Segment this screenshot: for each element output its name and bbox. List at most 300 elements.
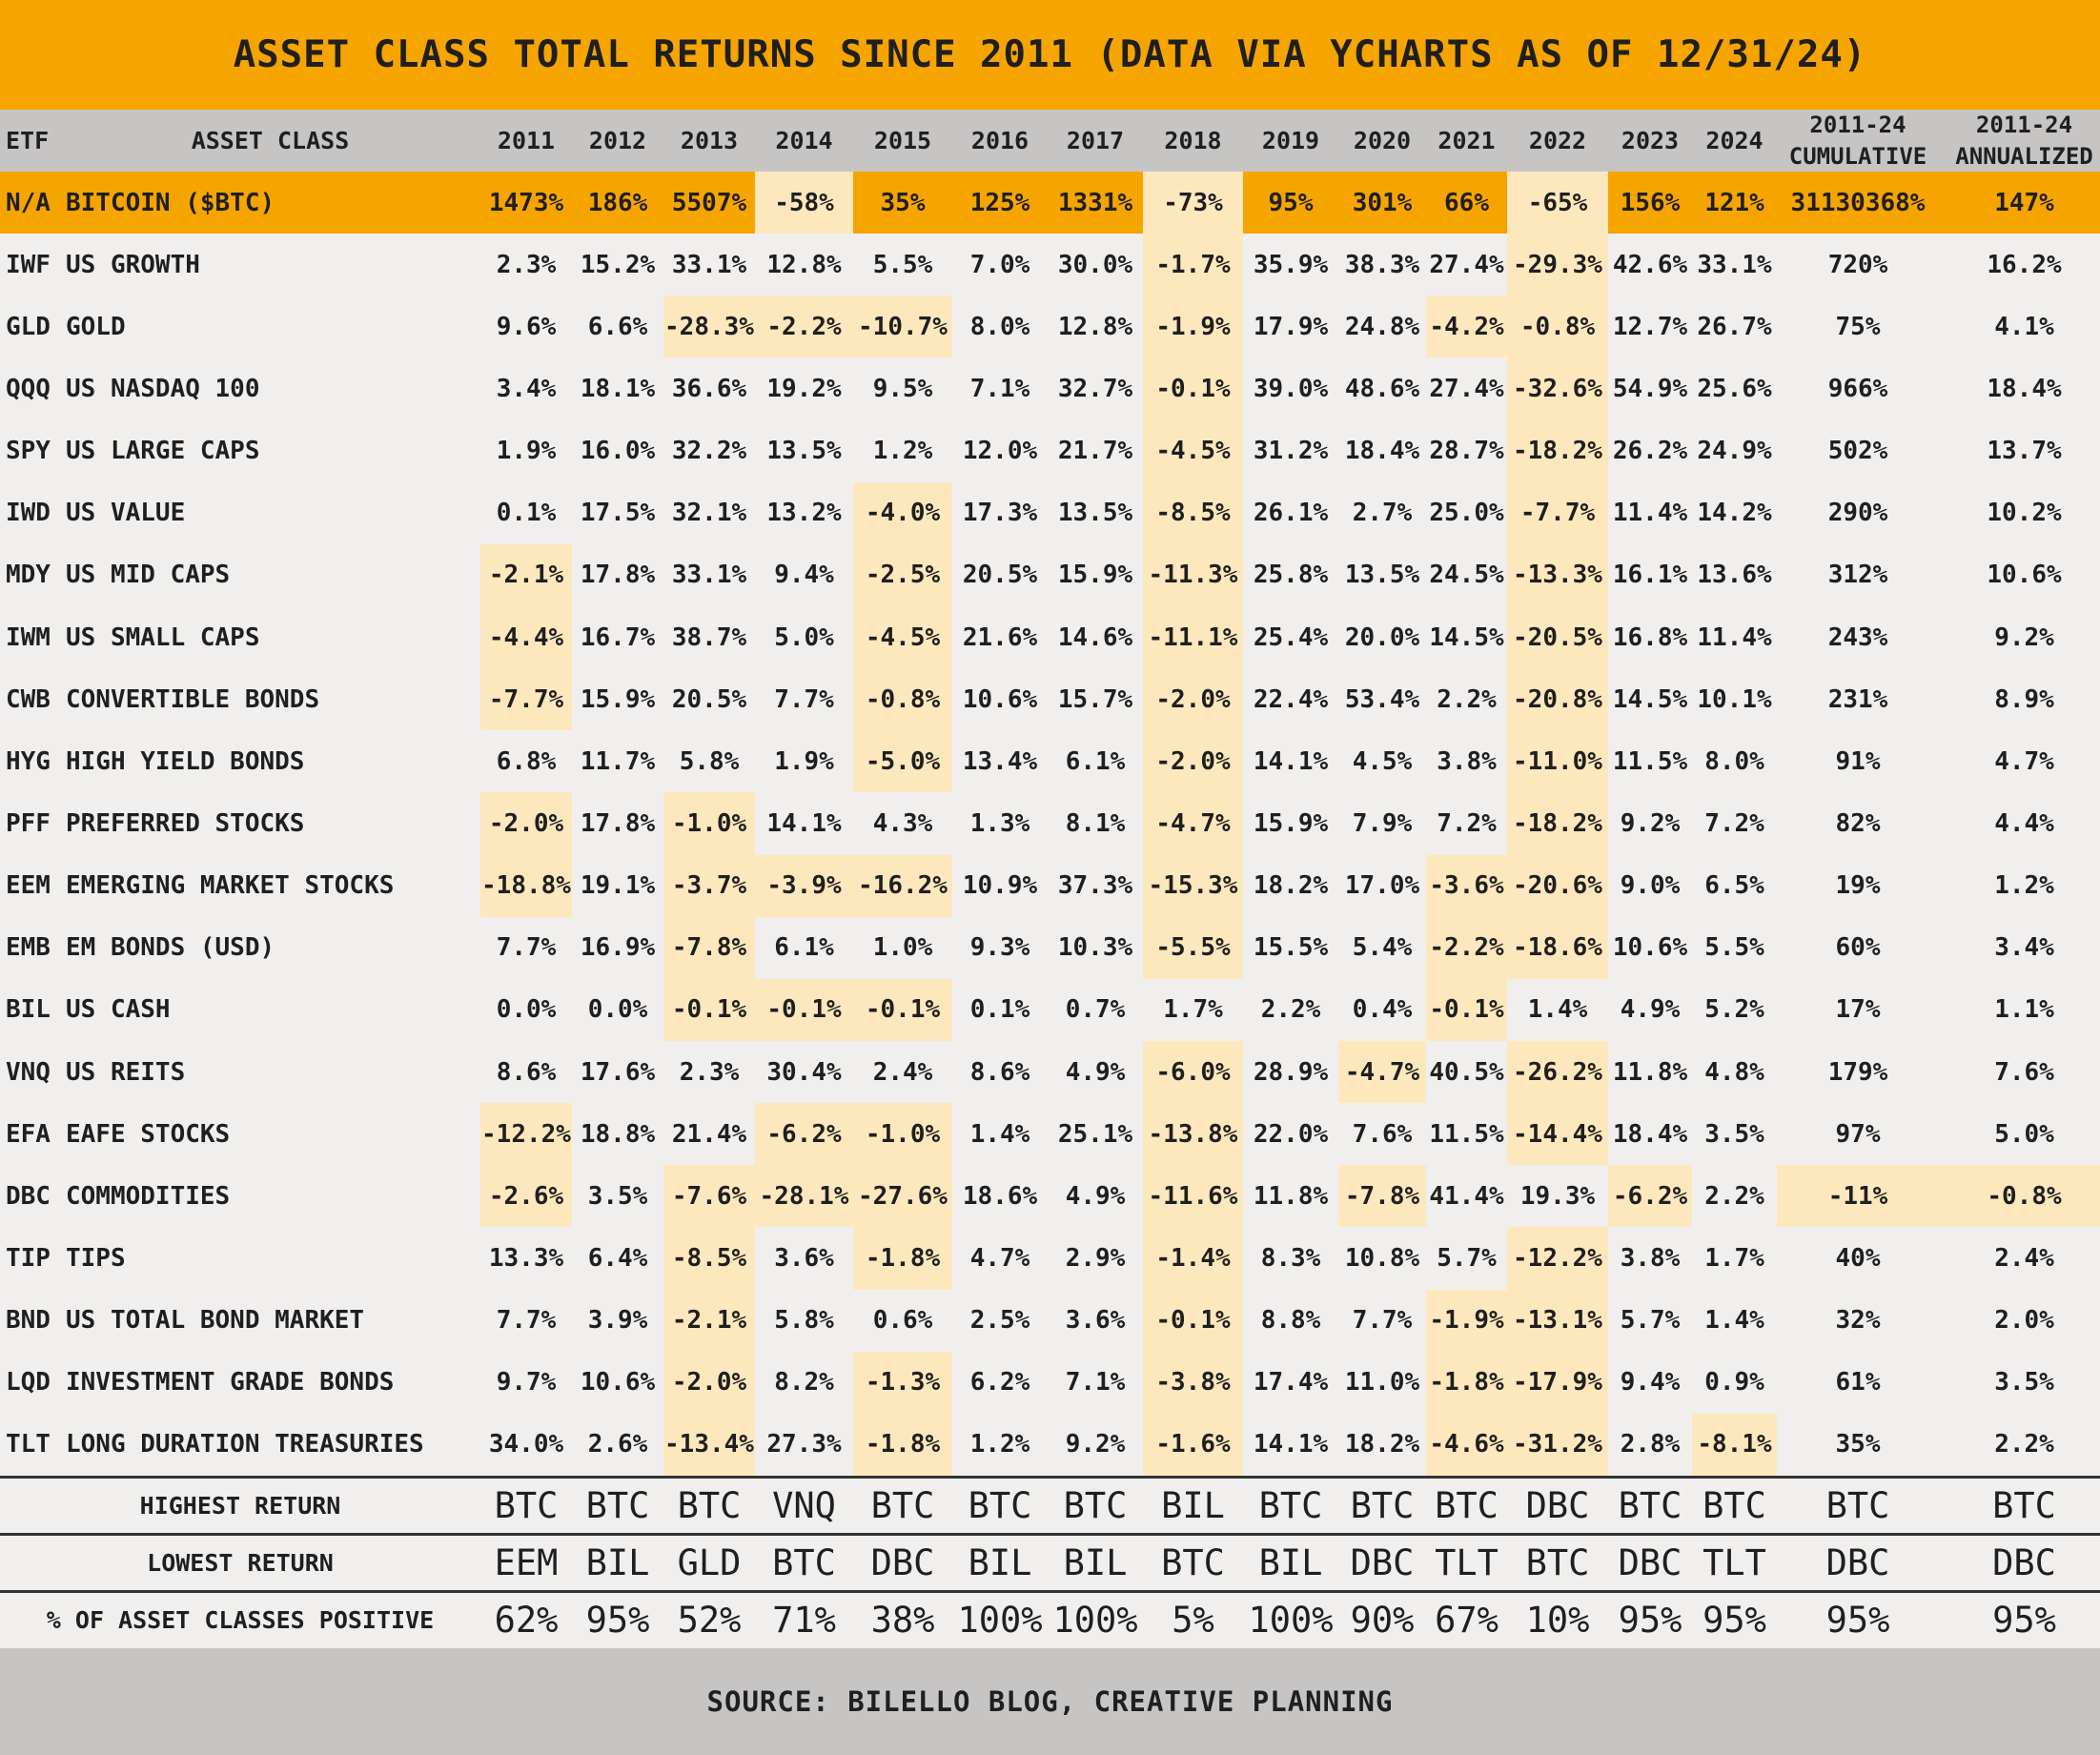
return-cell-iwd-2018: -8.5% xyxy=(1143,482,1243,544)
return-cell-bil-2024: 5.2% xyxy=(1704,995,1764,1025)
return-cell-mdy-2018: -11.3% xyxy=(1143,544,1243,606)
return-cell-efa-2016: 1.4% xyxy=(969,1119,1030,1149)
return-cell-na-2020: 301% xyxy=(1338,172,1426,234)
summary-lowest-return-9: BIL xyxy=(1243,1533,1338,1590)
row-name-bil: US CASH xyxy=(66,995,171,1025)
return-cell-bil-2022: 1.4% xyxy=(1527,995,1588,1025)
summary-of-asset-classes-positive-11: 67% xyxy=(1426,1590,1507,1647)
return-cell-na-2018: -73% xyxy=(1143,172,1243,234)
row-name-na: BITCOIN ($BTC) xyxy=(60,172,480,234)
summary-lowest-return-5: DBC xyxy=(853,1533,952,1590)
cumulative-cell-pff: 82% xyxy=(1835,808,1881,838)
annualized-cell-spy: 13.7% xyxy=(1987,437,2062,466)
return-cell-bnd-2016: 2.5% xyxy=(969,1306,1030,1336)
return-cell-tlt-2021: -4.6% xyxy=(1426,1414,1507,1476)
cumulative-cell-gld: 75% xyxy=(1835,312,1881,341)
return-cell-emb-2019: 15.5% xyxy=(1253,933,1329,963)
row-name-tip: TIPS xyxy=(66,1243,126,1273)
return-cell-bnd-2023: 5.7% xyxy=(1620,1306,1681,1336)
return-cell-tip-2017: 2.9% xyxy=(1065,1243,1126,1273)
return-cell-qqq-2016: 7.1% xyxy=(969,374,1030,403)
return-cell-emb-2011: 7.7% xyxy=(496,933,557,963)
return-cell-hyg-2024: 8.0% xyxy=(1704,746,1764,776)
row-etf-cwb: CWB xyxy=(6,684,51,714)
return-cell-eem-2021: -3.6% xyxy=(1426,855,1507,917)
cumulative-cell-spy: 502% xyxy=(1827,437,1888,466)
return-cell-efa-2022: -14.4% xyxy=(1507,1103,1608,1165)
header-year-2012: 2012 xyxy=(572,110,663,172)
cumulative-cell-bnd: 32% xyxy=(1835,1306,1881,1336)
return-cell-eem-2013: -3.7% xyxy=(663,855,755,917)
cumulative-cell-bil: 17% xyxy=(1835,995,1881,1025)
return-cell-iwf-2022: -29.3% xyxy=(1507,234,1608,296)
return-cell-bil-2020: 0.4% xyxy=(1352,995,1413,1025)
return-cell-bnd-2018: -0.1% xyxy=(1143,1290,1243,1352)
return-cell-pff-2021: 7.2% xyxy=(1437,808,1497,838)
return-cell-hyg-2021: 3.8% xyxy=(1437,746,1497,776)
return-cell-iwm-2017: 14.6% xyxy=(1057,622,1133,652)
return-cell-bil-2016: 0.1% xyxy=(969,995,1030,1025)
return-cell-eem-2018: -15.3% xyxy=(1143,855,1243,917)
summary-of-asset-classes-positive-2: 95% xyxy=(572,1590,663,1647)
return-cell-tlt-2015: -1.8% xyxy=(853,1414,952,1476)
return-cell-mdy-2011: -2.1% xyxy=(480,544,572,606)
return-cell-iwf-2015: 5.5% xyxy=(872,250,933,279)
return-cell-tip-2020: 10.8% xyxy=(1344,1243,1420,1273)
header-cumulative xyxy=(1777,110,1939,172)
return-cell-na-2014: -58% xyxy=(755,172,853,234)
return-cell-mdy-2014: 9.4% xyxy=(774,561,834,590)
annualized-cell-pff: 4.4% xyxy=(1994,808,2054,838)
row-name-hyg: HIGH YIELD BONDS xyxy=(66,746,305,776)
return-cell-eem-2019: 18.2% xyxy=(1253,871,1329,901)
return-cell-vnq-2020: -4.7% xyxy=(1338,1041,1426,1103)
return-cell-spy-2013: 32.2% xyxy=(671,437,747,466)
return-cell-iwd-2023: 11.4% xyxy=(1612,499,1688,528)
return-cell-eem-2016: 10.9% xyxy=(962,871,1038,901)
return-cell-emb-2020: 5.4% xyxy=(1352,933,1413,963)
return-cell-pff-2013: -1.0% xyxy=(663,792,755,854)
annualized-cell-lqd: 3.5% xyxy=(1994,1368,2054,1398)
row-name-iwm: US SMALL CAPS xyxy=(66,622,260,652)
return-cell-hyg-2011: 6.8% xyxy=(496,746,557,776)
return-cell-iwd-2013: 32.1% xyxy=(671,499,747,528)
return-cell-iwm-2023: 16.8% xyxy=(1612,622,1688,652)
return-cell-spy-2015: 1.2% xyxy=(872,437,933,466)
summary-of-asset-classes-positive-4: 71% xyxy=(755,1590,853,1647)
return-cell-tip-2024: 1.7% xyxy=(1704,1243,1764,1273)
return-cell-cwb-2021: 2.2% xyxy=(1437,684,1497,714)
cumulative-cell-dbc: -11% xyxy=(1777,1165,1939,1227)
return-cell-qqq-2020: 48.6% xyxy=(1344,374,1420,403)
annualized-cell-emb: 3.4% xyxy=(1994,933,2054,963)
return-cell-iwd-2017: 13.5% xyxy=(1057,499,1133,528)
return-cell-emb-2017: 10.3% xyxy=(1057,933,1133,963)
return-cell-tlt-2012: 2.6% xyxy=(587,1430,648,1459)
return-cell-tlt-2022: -31.2% xyxy=(1507,1414,1608,1476)
return-cell-dbc-2021: 41.4% xyxy=(1429,1181,1504,1211)
summary-of-asset-classes-positive-16: 95% xyxy=(1939,1590,2100,1647)
cumulative-cell-na: 31130368% xyxy=(1777,172,1939,234)
return-cell-gld-2014: -2.2% xyxy=(755,296,853,357)
return-cell-dbc-2012: 3.5% xyxy=(587,1181,648,1211)
return-cell-eem-2011: -18.8% xyxy=(480,855,572,917)
return-cell-na-2022: -65% xyxy=(1507,172,1608,234)
return-cell-iwd-2011: 0.1% xyxy=(496,499,557,528)
header-year-2016: 2016 xyxy=(952,110,1048,172)
return-cell-efa-2015: -1.0% xyxy=(853,1103,952,1165)
summary-highest-return-13: BTC xyxy=(1608,1476,1692,1533)
header-annualized-line-2: ANNUALIZED xyxy=(1955,142,2093,170)
return-cell-mdy-2017: 15.9% xyxy=(1057,561,1133,590)
return-cell-vnq-2019: 28.9% xyxy=(1253,1057,1329,1087)
return-cell-bil-2018: 1.7% xyxy=(1163,995,1223,1025)
row-name-iwd: US VALUE xyxy=(66,499,186,528)
return-cell-gld-2016: 8.0% xyxy=(969,312,1030,341)
return-cell-iwf-2018: -1.7% xyxy=(1143,234,1243,296)
summary-lowest-return-12: BTC xyxy=(1507,1533,1608,1590)
summary-lowest-return-3: GLD xyxy=(663,1533,755,1590)
return-cell-iwd-2019: 26.1% xyxy=(1253,499,1329,528)
return-cell-hyg-2014: 1.9% xyxy=(774,746,834,776)
source-bar xyxy=(0,1648,2100,1755)
header-year-2015: 2015 xyxy=(853,110,952,172)
row-etf-spy: SPY xyxy=(6,437,51,466)
return-cell-eem-2023: 9.0% xyxy=(1620,871,1681,901)
return-cell-gld-2021: -4.2% xyxy=(1426,296,1507,357)
return-cell-eem-2022: -20.6% xyxy=(1507,855,1608,917)
return-cell-lqd-2022: -17.9% xyxy=(1507,1352,1608,1414)
summary-of-asset-classes-positive-1: 62% xyxy=(480,1590,572,1647)
return-cell-tlt-2024: -8.1% xyxy=(1692,1414,1777,1476)
row-name-bnd: US TOTAL BOND MARKET xyxy=(66,1306,365,1336)
return-cell-lqd-2016: 6.2% xyxy=(969,1368,1030,1398)
return-cell-iwm-2024: 11.4% xyxy=(1697,622,1772,652)
return-cell-mdy-2013: 33.1% xyxy=(671,561,747,590)
return-cell-dbc-2020: -7.8% xyxy=(1338,1165,1426,1227)
return-cell-hyg-2012: 11.7% xyxy=(580,746,656,776)
return-cell-pff-2016: 1.3% xyxy=(969,808,1030,838)
return-cell-mdy-2024: 13.6% xyxy=(1697,561,1772,590)
return-cell-mdy-2022: -13.3% xyxy=(1507,544,1608,606)
return-cell-pff-2023: 9.2% xyxy=(1620,808,1681,838)
row-etf-mdy: MDY xyxy=(6,561,51,590)
summary-lowest-return-13: DBC xyxy=(1608,1533,1692,1590)
return-cell-vnq-2021: 40.5% xyxy=(1429,1057,1504,1087)
return-cell-qqq-2017: 32.7% xyxy=(1057,374,1133,403)
row-etf-pff: PFF xyxy=(6,808,51,838)
return-cell-efa-2018: -13.8% xyxy=(1143,1103,1243,1165)
summary-highest-return-4: VNQ xyxy=(755,1476,853,1533)
return-cell-iwd-2021: 25.0% xyxy=(1429,499,1504,528)
return-cell-vnq-2017: 4.9% xyxy=(1065,1057,1126,1087)
summary-highest-return-6: BTC xyxy=(952,1476,1048,1533)
return-cell-emb-2018: -5.5% xyxy=(1143,917,1243,979)
return-cell-iwf-2020: 38.3% xyxy=(1344,250,1420,279)
cumulative-cell-emb: 60% xyxy=(1835,933,1881,963)
annualized-cell-bnd: 2.0% xyxy=(1994,1306,2054,1336)
return-cell-iwd-2022: -7.7% xyxy=(1507,482,1608,544)
return-cell-vnq-2023: 11.8% xyxy=(1612,1057,1688,1087)
return-cell-qqq-2023: 54.9% xyxy=(1612,374,1688,403)
return-cell-efa-2014: -6.2% xyxy=(755,1103,853,1165)
row-name-eem: EMERGING MARKET STOCKS xyxy=(66,871,395,901)
row-name-tlt: LONG DURATION TREASURIES xyxy=(66,1430,424,1459)
return-cell-vnq-2022: -26.2% xyxy=(1507,1041,1608,1103)
return-cell-iwm-2012: 16.7% xyxy=(580,622,656,652)
return-cell-cwb-2023: 14.5% xyxy=(1612,684,1688,714)
return-cell-iwm-2020: 20.0% xyxy=(1344,622,1420,652)
return-cell-mdy-2023: 16.1% xyxy=(1612,561,1688,590)
return-cell-pff-2017: 8.1% xyxy=(1065,808,1126,838)
row-etf-emb: EMB xyxy=(6,933,51,963)
return-cell-vnq-2013: 2.3% xyxy=(679,1057,740,1087)
summary-lowest-return-10: DBC xyxy=(1338,1533,1426,1590)
return-cell-pff-2015: 4.3% xyxy=(872,808,933,838)
row-name-gld: GOLD xyxy=(66,312,126,341)
row-name-qqq: US NASDAQ 100 xyxy=(66,374,260,403)
header-annualized-line-1: 2011-24 xyxy=(1975,111,2073,138)
return-cell-lqd-2021: -1.8% xyxy=(1426,1352,1507,1414)
summary-of-asset-classes-positive-9: 100% xyxy=(1243,1590,1338,1647)
return-cell-cwb-2015: -0.8% xyxy=(853,668,952,730)
cumulative-cell-hyg: 91% xyxy=(1835,746,1881,776)
row-etf-lqd: LQD xyxy=(6,1368,51,1398)
return-cell-cwb-2011: -7.7% xyxy=(480,668,572,730)
cumulative-cell-efa: 97% xyxy=(1835,1119,1881,1149)
return-cell-bil-2015: -0.1% xyxy=(853,979,952,1041)
return-cell-gld-2024: 26.7% xyxy=(1697,312,1772,341)
return-cell-iwf-2013: 33.1% xyxy=(671,250,747,279)
summary-of-asset-classes-positive-8: 5% xyxy=(1143,1590,1243,1647)
return-cell-cwb-2020: 53.4% xyxy=(1344,684,1420,714)
cumulative-cell-iwd: 290% xyxy=(1827,499,1888,528)
summary-label-of-asset-classes-positive: % OF ASSET CLASSES POSITIVE xyxy=(0,1590,480,1647)
return-cell-emb-2021: -2.2% xyxy=(1426,917,1507,979)
cumulative-cell-qqq: 966% xyxy=(1827,374,1888,403)
annualized-cell-tip: 2.4% xyxy=(1994,1243,2054,1273)
return-cell-bnd-2015: 0.6% xyxy=(872,1306,933,1336)
cumulative-cell-iwm: 243% xyxy=(1827,622,1888,652)
summary-highest-return-12: DBC xyxy=(1507,1476,1608,1533)
return-cell-spy-2019: 31.2% xyxy=(1253,437,1329,466)
return-cell-mdy-2020: 13.5% xyxy=(1344,561,1420,590)
return-cell-lqd-2018: -3.8% xyxy=(1143,1352,1243,1414)
return-cell-dbc-2024: 2.2% xyxy=(1704,1181,1764,1211)
return-cell-tip-2012: 6.4% xyxy=(587,1243,648,1273)
return-cell-hyg-2016: 13.4% xyxy=(962,746,1038,776)
return-cell-tip-2015: -1.8% xyxy=(853,1227,952,1289)
return-cell-na-2011: 1473% xyxy=(480,172,572,234)
row-name-dbc: COMMODITIES xyxy=(66,1181,231,1211)
return-cell-bnd-2022: -13.1% xyxy=(1507,1290,1608,1352)
return-cell-bil-2014: -0.1% xyxy=(755,979,853,1041)
row-etf-tlt: TLT xyxy=(6,1430,51,1459)
return-cell-hyg-2023: 11.5% xyxy=(1612,746,1688,776)
annualized-cell-dbc: -0.8% xyxy=(1939,1165,2100,1227)
return-cell-iwm-2013: 38.7% xyxy=(671,622,747,652)
return-cell-bnd-2024: 1.4% xyxy=(1704,1306,1764,1336)
return-cell-qqq-2019: 39.0% xyxy=(1253,374,1329,403)
return-cell-cwb-2019: 22.4% xyxy=(1253,684,1329,714)
return-cell-qqq-2012: 18.1% xyxy=(580,374,656,403)
summary-label-highest-return: HIGHEST RETURN xyxy=(0,1476,480,1533)
header-year-2023: 2023 xyxy=(1608,110,1692,172)
return-cell-gld-2018: -1.9% xyxy=(1143,296,1243,357)
return-cell-vnq-2015: 2.4% xyxy=(872,1057,933,1087)
return-cell-hyg-2015: -5.0% xyxy=(853,730,952,792)
return-cell-bnd-2019: 8.8% xyxy=(1260,1306,1321,1336)
row-name-mdy: US MID CAPS xyxy=(66,561,231,590)
summary-lowest-return-14: TLT xyxy=(1692,1533,1777,1590)
summary-highest-return-8: BIL xyxy=(1143,1476,1243,1533)
return-cell-tlt-2017: 9.2% xyxy=(1065,1430,1126,1459)
return-cell-bil-2012: 0.0% xyxy=(587,995,648,1025)
row-name-emb: EM BONDS (USD) xyxy=(66,933,275,963)
return-cell-mdy-2016: 20.5% xyxy=(962,561,1038,590)
row-etf-hyg: HYG xyxy=(6,746,51,776)
return-cell-gld-2023: 12.7% xyxy=(1612,312,1688,341)
return-cell-bil-2013: -0.1% xyxy=(663,979,755,1041)
return-cell-iwm-2019: 25.4% xyxy=(1253,622,1329,652)
return-cell-lqd-2013: -2.0% xyxy=(663,1352,755,1414)
return-cell-iwf-2017: 30.0% xyxy=(1057,250,1133,279)
return-cell-vnq-2024: 4.8% xyxy=(1704,1057,1764,1087)
return-cell-iwm-2022: -20.5% xyxy=(1507,606,1608,668)
return-cell-vnq-2012: 17.6% xyxy=(580,1057,656,1087)
return-cell-lqd-2012: 10.6% xyxy=(580,1368,656,1398)
return-cell-iwm-2011: -4.4% xyxy=(480,606,572,668)
summary-highest-return-2: BTC xyxy=(572,1476,663,1533)
cumulative-cell-tlt: 35% xyxy=(1835,1430,1881,1459)
return-cell-gld-2022: -0.8% xyxy=(1507,296,1608,357)
return-cell-iwm-2018: -11.1% xyxy=(1143,606,1243,668)
summary-highest-return-9: BTC xyxy=(1243,1476,1338,1533)
return-cell-na-2019: 95% xyxy=(1243,172,1338,234)
return-cell-mdy-2015: -2.5% xyxy=(853,544,952,606)
cumulative-cell-tip: 40% xyxy=(1835,1243,1881,1273)
summary-label-lowest-return: LOWEST RETURN xyxy=(0,1533,480,1590)
return-cell-dbc-2013: -7.6% xyxy=(663,1165,755,1227)
summary-highest-return-1: BTC xyxy=(480,1476,572,1533)
return-cell-pff-2011: -2.0% xyxy=(480,792,572,854)
return-cell-iwf-2023: 42.6% xyxy=(1612,250,1688,279)
return-cell-iwd-2024: 14.2% xyxy=(1697,499,1772,528)
summary-highest-return-11: BTC xyxy=(1426,1476,1507,1533)
return-cell-bnd-2012: 3.9% xyxy=(587,1306,648,1336)
return-cell-cwb-2018: -2.0% xyxy=(1143,668,1243,730)
return-cell-tip-2011: 13.3% xyxy=(488,1243,564,1273)
summary-lowest-return-4: BTC xyxy=(755,1533,853,1590)
return-cell-pff-2014: 14.1% xyxy=(766,808,842,838)
row-name-spy: US LARGE CAPS xyxy=(66,437,260,466)
row-name-pff: PREFERRED STOCKS xyxy=(66,808,305,838)
header-year-2013: 2013 xyxy=(663,110,755,172)
return-cell-pff-2024: 7.2% xyxy=(1704,808,1764,838)
return-cell-tip-2023: 3.8% xyxy=(1620,1243,1681,1273)
return-cell-efa-2013: 21.4% xyxy=(671,1119,747,1149)
row-name-efa: EAFE STOCKS xyxy=(66,1119,231,1149)
return-cell-tlt-2016: 1.2% xyxy=(969,1430,1030,1459)
return-cell-tlt-2023: 2.8% xyxy=(1620,1430,1681,1459)
return-cell-tlt-2020: 18.2% xyxy=(1344,1430,1420,1459)
return-cell-dbc-2018: -11.6% xyxy=(1143,1165,1243,1227)
return-cell-gld-2020: 24.8% xyxy=(1344,312,1420,341)
annualized-cell-bil: 1.1% xyxy=(1994,995,2054,1025)
return-cell-bnd-2017: 3.6% xyxy=(1065,1306,1126,1336)
return-cell-iwf-2019: 35.9% xyxy=(1253,250,1329,279)
annualized-cell-cwb: 8.9% xyxy=(1994,684,2054,714)
return-cell-iwd-2020: 2.7% xyxy=(1352,499,1413,528)
return-cell-tlt-2014: 27.3% xyxy=(766,1430,842,1459)
return-cell-efa-2024: 3.5% xyxy=(1704,1119,1764,1149)
return-cell-tlt-2019: 14.1% xyxy=(1253,1430,1329,1459)
return-cell-eem-2015: -16.2% xyxy=(853,855,952,917)
annualized-cell-qqq: 18.4% xyxy=(1987,374,2062,403)
return-cell-bil-2023: 4.9% xyxy=(1620,995,1681,1025)
return-cell-hyg-2019: 14.1% xyxy=(1253,746,1329,776)
return-cell-mdy-2019: 25.8% xyxy=(1253,561,1329,590)
annualized-cell-na: 147% xyxy=(1939,172,2100,234)
return-cell-iwf-2011: 2.3% xyxy=(496,250,557,279)
return-cell-qqq-2015: 9.5% xyxy=(872,374,933,403)
page-title: ASSET CLASS TOTAL RETURNS SINCE 2011 (DATA VIA YCHARTS AS OF 12/31/24) xyxy=(233,33,1867,76)
returns-table xyxy=(0,110,2100,1648)
return-cell-dbc-2016: 18.6% xyxy=(962,1181,1038,1211)
return-cell-lqd-2024: 0.9% xyxy=(1704,1368,1764,1398)
cumulative-cell-vnq: 179% xyxy=(1827,1057,1888,1087)
summary-of-asset-classes-positive-12: 10% xyxy=(1507,1590,1608,1647)
return-cell-gld-2015: -10.7% xyxy=(853,296,952,357)
row-name-lqd: INVESTMENT GRADE BONDS xyxy=(66,1368,395,1398)
summary-of-asset-classes-positive-7: 100% xyxy=(1048,1590,1143,1647)
return-cell-vnq-2014: 30.4% xyxy=(766,1057,842,1087)
summary-lowest-return-2: BIL xyxy=(572,1533,663,1590)
annualized-cell-efa: 5.0% xyxy=(1994,1119,2054,1149)
return-cell-efa-2021: 11.5% xyxy=(1429,1119,1504,1149)
return-cell-iwf-2024: 33.1% xyxy=(1697,250,1772,279)
return-cell-iwm-2015: -4.5% xyxy=(853,606,952,668)
header-cumulative-line-1: 2011-24 xyxy=(1809,111,1906,138)
return-cell-emb-2013: -7.8% xyxy=(663,917,755,979)
return-cell-emb-2014: 6.1% xyxy=(774,933,834,963)
return-cell-tip-2021: 5.7% xyxy=(1437,1243,1497,1273)
cumulative-cell-lqd: 61% xyxy=(1835,1368,1881,1398)
annualized-cell-mdy: 10.6% xyxy=(1987,561,2062,590)
summary-lowest-return-11: TLT xyxy=(1426,1533,1507,1590)
return-cell-iwd-2015: -4.0% xyxy=(853,482,952,544)
return-cell-spy-2022: -18.2% xyxy=(1507,420,1608,482)
cumulative-cell-eem: 19% xyxy=(1835,871,1881,901)
header-year-2011: 2011 xyxy=(480,110,572,172)
return-cell-na-2013: 5507% xyxy=(663,172,755,234)
return-cell-tip-2022: -12.2% xyxy=(1507,1227,1608,1289)
row-etf-qqq: QQQ xyxy=(6,374,51,403)
return-cell-cwb-2014: 7.7% xyxy=(774,684,834,714)
return-cell-tip-2018: -1.4% xyxy=(1143,1227,1243,1289)
return-cell-dbc-2017: 4.9% xyxy=(1065,1181,1126,1211)
summary-of-asset-classes-positive-14: 95% xyxy=(1692,1590,1777,1647)
return-cell-emb-2024: 5.5% xyxy=(1704,933,1764,963)
return-cell-tlt-2018: -1.6% xyxy=(1143,1414,1243,1476)
return-cell-iwd-2016: 17.3% xyxy=(962,499,1038,528)
row-name-iwf: US GROWTH xyxy=(66,250,200,279)
cumulative-cell-cwb: 231% xyxy=(1827,684,1888,714)
return-cell-iwf-2016: 7.0% xyxy=(969,250,1030,279)
annualized-cell-eem: 1.2% xyxy=(1994,871,2054,901)
row-etf-bil: BIL xyxy=(6,995,51,1025)
header-year-2024: 2024 xyxy=(1692,110,1777,172)
